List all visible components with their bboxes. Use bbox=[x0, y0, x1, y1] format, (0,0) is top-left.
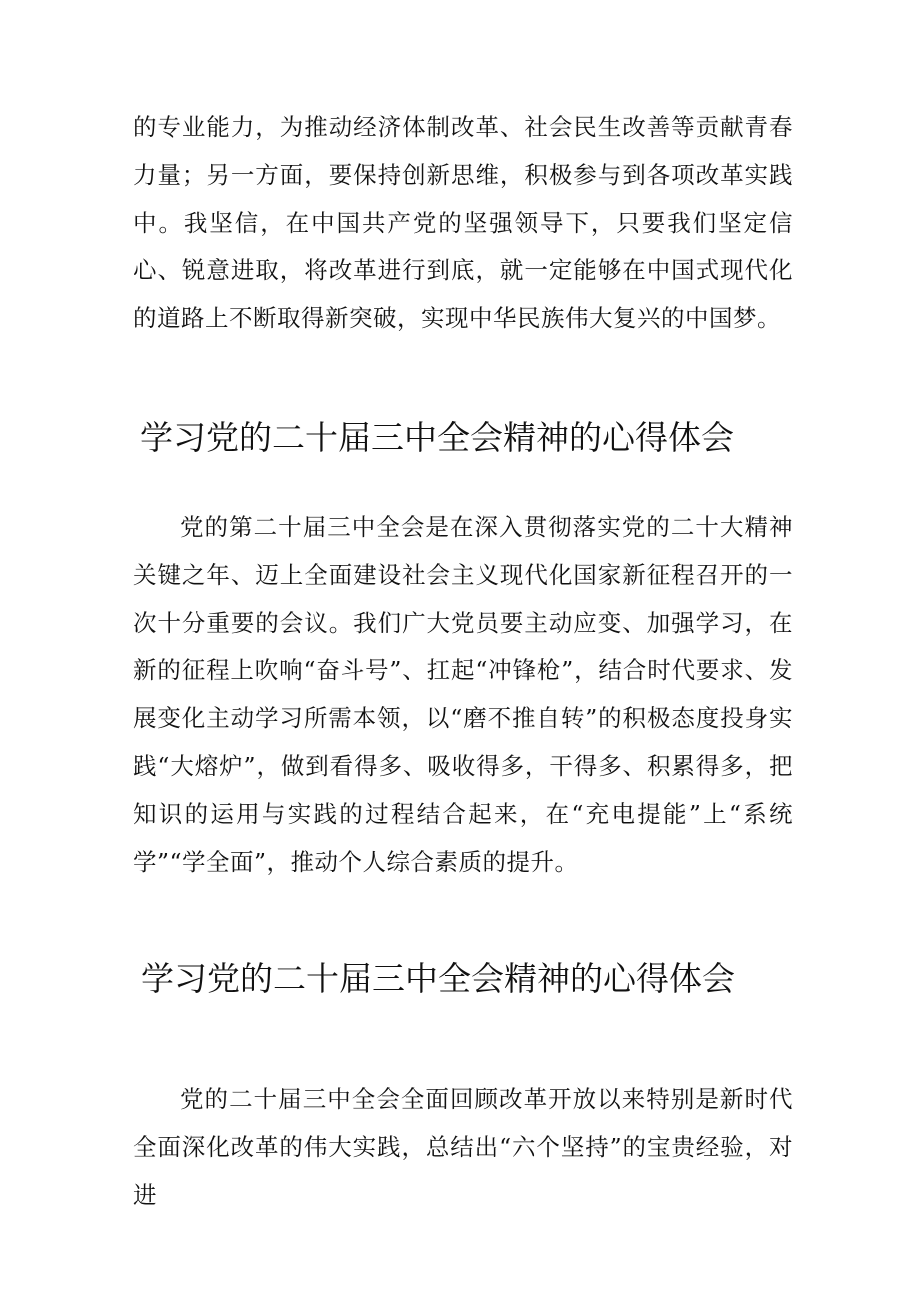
section-heading: 学习党的二十届三中全会精神的心得体会 bbox=[140, 418, 734, 457]
body-paragraph: 党的第二十届三中全会是在深入贯彻落实党的二十大精神关键之年、迈上全面建设社会主义现代化国家新征程召开的一次十分重要的会议。我们广大党员要主动应变、加强学习，在新的征程上吹响“奋斗号”、扛起“冲锋枪”，结合时代要求、发展变化主动学习所需本领，以“磨不推自转”的积极态度投身实践“大熔炉”，做到看得多、吸收得多，干得多、积累得多，把知识的运用与实践的过程结合起来，在“充电提能”上“系统学”“学全面”，推动个人综合素质的提升。 bbox=[133, 513, 793, 876]
body-paragraph: 党的二十届三中全会全面回顾改革开放以来特别是新时代全面深化改革的伟大实践，总结出“六个坚持”的宝贵经验，对进 bbox=[133, 1085, 793, 1209]
section-heading: 学习党的二十届三中全会精神的心得体会 bbox=[141, 959, 735, 998]
body-paragraph: 的专业能力，为推动经济体制改革、社会民生改善等贡献青春力量；另一方面，要保持创新思维，积极参与到各项改革实践中。我坚信，在中国共产党的坚强领导下，只要我们坚定信心、锐意进取，将改革进行到底，就一定能够在中国式现代化的道路上不断取得新突破，实现中华民族伟大复兴的中国梦。 bbox=[133, 113, 793, 333]
